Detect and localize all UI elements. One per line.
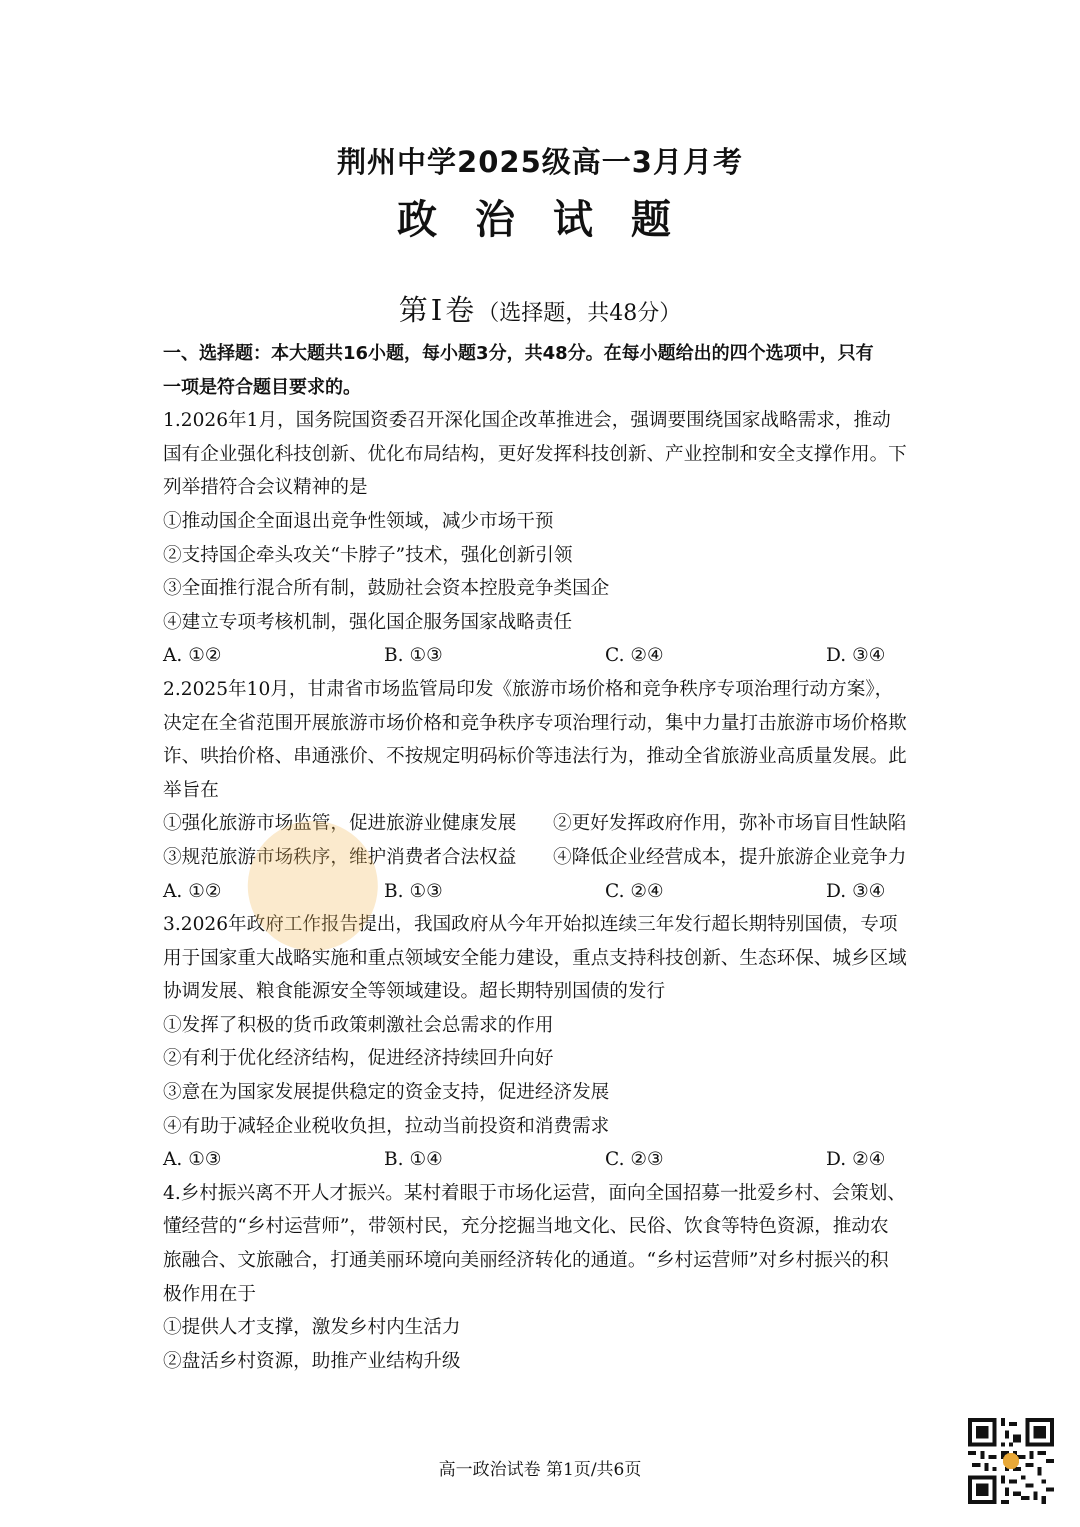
subject-title: 政 治 试 题 <box>397 197 683 243</box>
stem-line: 懂经营的“乡村运营师”，带领村民，充分挖掘当地文化、民俗、饮食等特色资源，推动农 <box>163 1216 889 1238</box>
section-heading <box>0 288 1080 329</box>
question-stem <box>163 404 919 505</box>
statement-item: ②更好发挥政府作用，弥补市场盲目性缺陷 <box>553 813 907 835</box>
option-b: B. ①③ <box>384 645 443 667</box>
instruction-line: 一、选择题：本大题共16小题，每小题3分，共48分。在每小题给出的四个选项中，只有 <box>163 343 874 364</box>
option-c: C. ②③ <box>605 1149 664 1171</box>
stem-line: 用于国家重大战略实施和重点领域安全能力建设，重点支持科技创新、生态环保、城乡区域 <box>163 947 907 969</box>
statement-item: ②有利于优化经济结构，促进经济持续回升向好 <box>163 1048 554 1070</box>
stem-line: 1.2026年1月，国务院国资委召开深化国企改革推进会，强调要围绕国家战略需求，推动 <box>163 410 891 432</box>
stem-line: 国有企业强化科技创新、优化布局结构，更好发挥科技创新、产业控制和安全支撑作用。下 <box>163 443 907 465</box>
option-d: D. ③④ <box>826 880 886 902</box>
qr-code-icon <box>968 1418 1054 1504</box>
question-1 <box>163 404 919 673</box>
option-b: B. ①④ <box>384 1149 443 1171</box>
statement-item: ③全面推行混合所有制，鼓励社会资本控股竞争类国企 <box>163 578 610 600</box>
question-content <box>163 337 919 1378</box>
stem-line: 诈、哄抬价格、串通涨价、不按规定明码标价等违法行为，推动全省旅游业高质量发展。此 <box>163 746 907 768</box>
instruction-line: 一项是符合题目要求的。 <box>163 376 361 398</box>
option-c: C. ②④ <box>605 880 664 902</box>
stem-line: 极作用在于 <box>163 1283 256 1305</box>
stem-line: 协调发展、粮食能源安全等领域建设。超长期特别国债的发行 <box>163 981 666 1003</box>
statement-item: ①发挥了积极的货币政策刺激社会总需求的作用 <box>163 1014 554 1036</box>
statement-item: ②支持国企牵头攻关“卡脖子”技术，强化创新引领 <box>163 544 573 566</box>
stem-line: 3.2026年政府工作报告提出，我国政府从今年开始拟连续三年发行超长期特别国债，专项 <box>163 914 898 936</box>
option-a: A. ①③ <box>163 1149 222 1171</box>
option-a: A. ①② <box>163 880 222 902</box>
statement-item: ④建立专项考核机制，强化国企服务国家战略责任 <box>163 611 573 633</box>
statement-item: ①强化旅游市场监管，促进旅游业健康发展 <box>163 813 517 835</box>
stem-line: 举旨在 <box>163 779 219 801</box>
question-stem <box>163 673 919 807</box>
question-3 <box>163 908 919 1177</box>
answer-options <box>163 1143 919 1177</box>
statement-item: ③规范旅游市场秩序，维护消费者合法权益 <box>163 846 517 868</box>
section-heading-note: （选择题，共48分） <box>477 301 682 326</box>
question-stem <box>163 1177 919 1311</box>
stem-line: 2.2025年10月，甘肃省市场监管局印发《旅游市场价格和竞争秩序专项治理行动方案》， <box>163 678 894 700</box>
page-footer: 高一政治试卷 第1页/共6页 <box>438 1460 642 1480</box>
statement-item: ④降低企业经营成本，提升旅游企业竞争力 <box>553 846 907 868</box>
option-c: C. ②④ <box>605 645 664 667</box>
question-4 <box>163 1177 919 1379</box>
statement-item: ③意在为国家发展提供稳定的资金支持，促进经济发展 <box>163 1082 610 1104</box>
stem-line: 旅融合、文旅融合，打通美丽环境向美丽经济转化的通道。“乡村运营师”对乡村振兴的积 <box>163 1250 889 1272</box>
statement-item: ④有助于减轻企业税收负担，拉动当前投资和消费需求 <box>163 1115 610 1137</box>
answer-options <box>163 875 919 909</box>
stem-line: 列举措符合会议精神的是 <box>163 477 368 499</box>
question-stem <box>163 908 919 1009</box>
instruction <box>163 337 919 404</box>
statement-row <box>163 807 919 841</box>
statement-item: ②盘活乡村资源，助推产业结构升级 <box>163 1350 461 1372</box>
stem-line: 4.乡村振兴离不开人才振兴。某村着眼于市场化运营，面向全国招募一批爱乡村、会策划、 <box>163 1182 906 1204</box>
option-d: D. ②④ <box>826 1149 886 1171</box>
question-2 <box>163 673 919 908</box>
statement-row <box>163 841 919 875</box>
option-b: B. ①③ <box>384 880 443 902</box>
statement-item: ①推动国企全面退出竞争性领域，减少市场干预 <box>163 510 554 532</box>
section-heading-main: 第Ⅰ卷 <box>398 293 478 327</box>
stem-line: 决定在全省范围开展旅游市场价格和竞争秩序专项治理行动，集中力量打击旅游市场价格欺 <box>163 712 907 734</box>
option-a: A. ①② <box>163 645 222 667</box>
answer-options <box>163 639 919 673</box>
statement-item: ①提供人才支撑，激发乡村内生活力 <box>163 1317 461 1339</box>
option-d: D. ③④ <box>826 645 886 667</box>
exam-title: 荆州中学2025级高一3月月考 <box>337 145 743 179</box>
